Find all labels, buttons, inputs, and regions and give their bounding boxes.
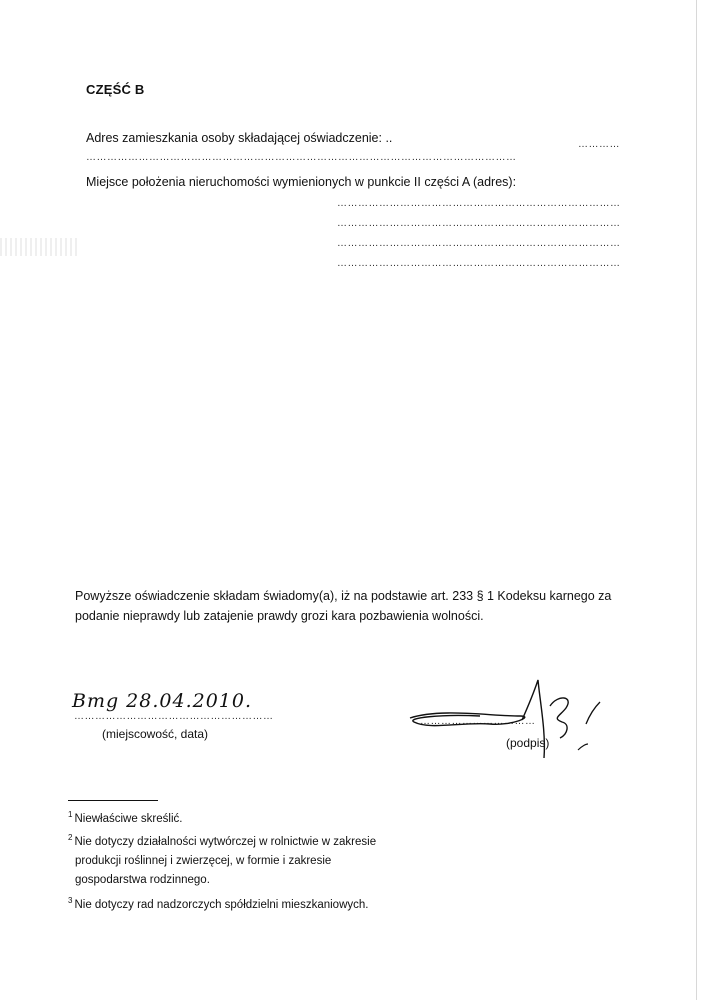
scan-noise — [0, 238, 80, 256]
property-fill-line-2: ……………………………………………………………………… — [337, 218, 621, 229]
place-date-handwritten: Bmg 28.04.2010. — [72, 690, 253, 712]
footnote-marker: 1 — [68, 810, 73, 819]
footnote-text: Nie dotyczy rad nadzorczych spółdzielni mieszkaniowych. — [74, 898, 369, 911]
declaration-line-2: podanie nieprawdy lub zatajenie prawdy grozi kara pozbawienia wolności. — [75, 609, 484, 623]
handwritten-signature — [400, 672, 610, 772]
address-fill-line-1: ………… — [578, 139, 620, 150]
address-label: Adres zamieszkania osoby składającej oświadczenie: .. — [86, 131, 393, 145]
property-fill-line-4: ……………………………………………………………………… — [337, 258, 621, 269]
place-date-caption: (miejscowość, data) — [102, 727, 209, 741]
property-label: Miejsce położenia nieruchomości wymienionych w punkcie II części A (adres): — [86, 175, 517, 189]
declaration-line-1: Powyższe oświadczenie składam świadomy(a), iż na podstawie art. 233 § 1 Kodeksu karnego za — [75, 589, 612, 603]
footnote-divider — [68, 800, 158, 801]
footnote-3 — [68, 893, 368, 913]
place-date-fill-line: ………………………………………………… — [74, 711, 274, 722]
footnote-2-line-2: produkcji roślinnej i zwierzęcej, w formie i zakresie — [75, 855, 332, 867]
footnote-2 — [68, 830, 376, 850]
property-fill-line-1: ……………………………………………………………………… — [337, 198, 621, 209]
signature-fill-line: …………………………… — [420, 716, 536, 727]
footnote-text: Nie dotyczy działalności wytwórczej w rolnictwie w zakresie — [74, 835, 377, 848]
footnote-text: Niewłaściwe skreślić. — [74, 812, 183, 825]
part-heading: CZĘŚĆ B — [86, 82, 145, 97]
footnote-marker: 2 — [68, 833, 73, 842]
footnote-2-line-3: gospodarstwa rodzinnego. — [75, 874, 210, 886]
property-fill-line-3: ……………………………………………………………………… — [337, 238, 621, 249]
footnote-1 — [68, 807, 182, 827]
scan-edge-line — [696, 0, 697, 1000]
address-fill-line-2: …………………………………………………………………………………………………………… — [86, 152, 517, 163]
signature-caption: (podpis) — [506, 736, 550, 750]
footnote-marker: 3 — [68, 896, 73, 905]
